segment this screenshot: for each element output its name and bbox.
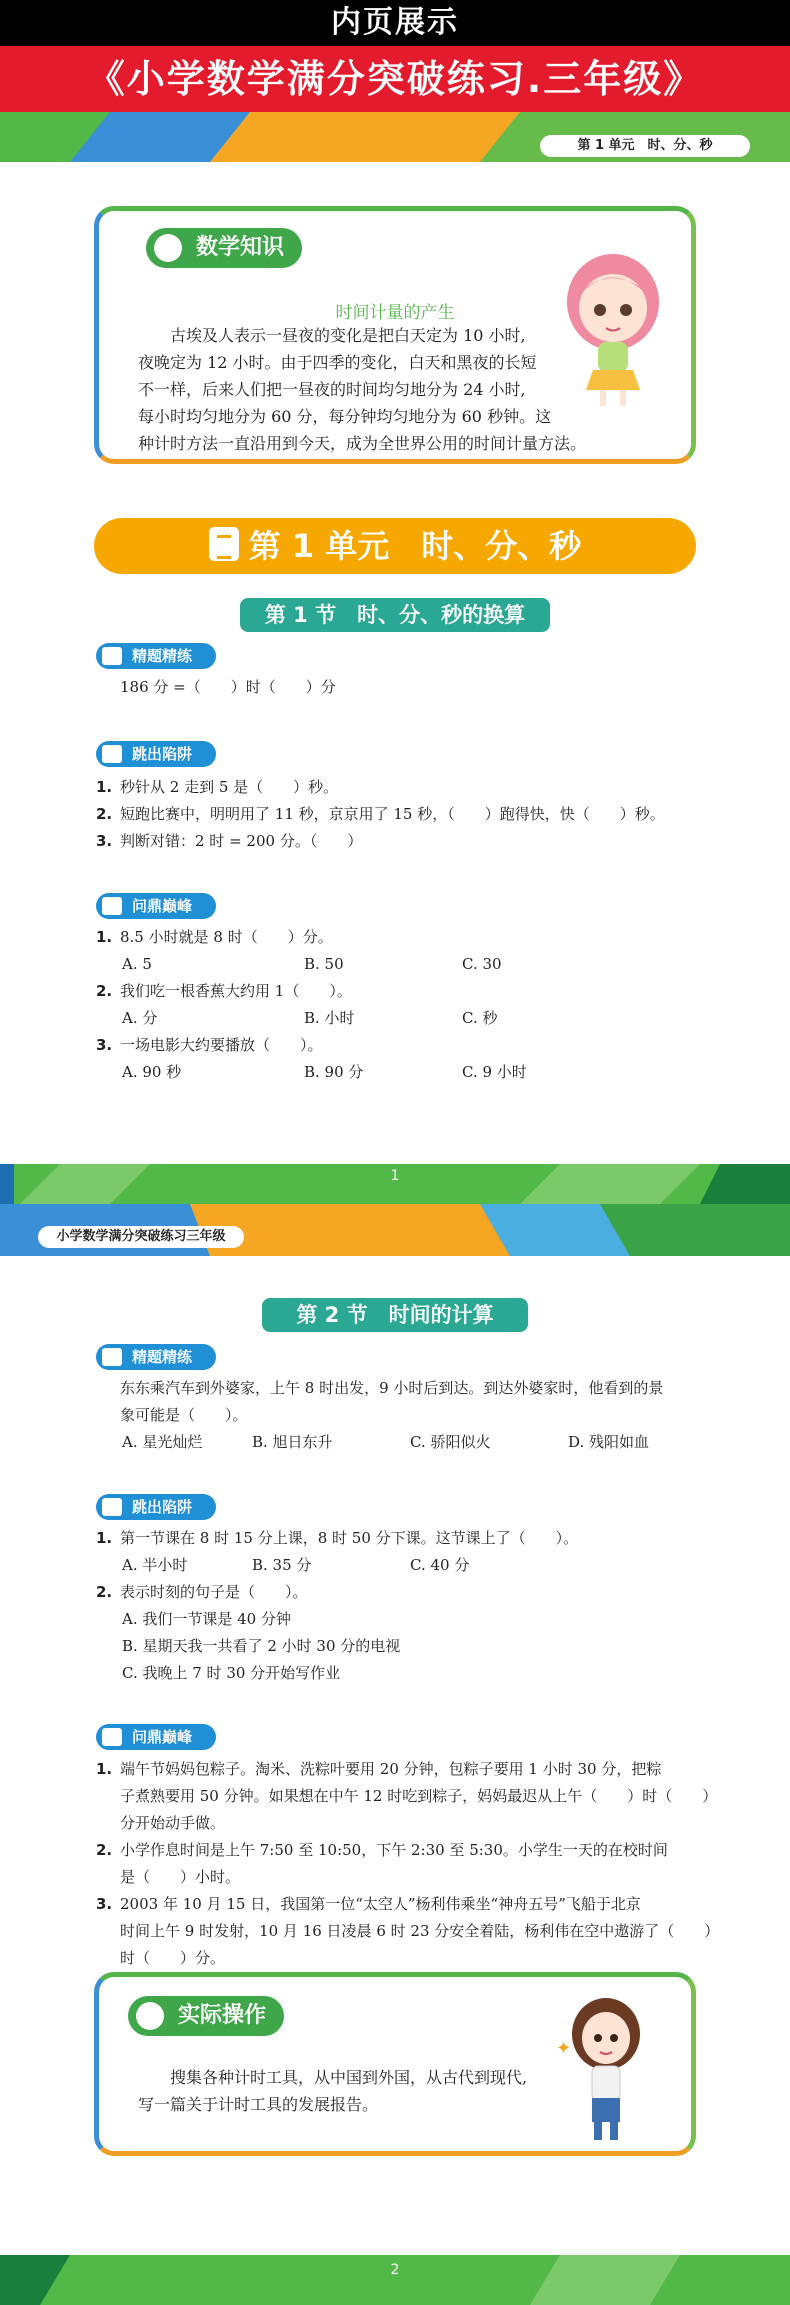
section-title: 第 2 节 时间的计算 (262, 1298, 528, 1332)
graduation-cap-icon (154, 234, 182, 262)
page-number: 1 (390, 1168, 400, 1184)
question-line: 端午节妈妈包粽子。淘米、洗粽叶要用 20 分钟，包粽子要用 1 小时 30 分，把粽 (120, 1760, 662, 1778)
sub-header-label: 问鼎巅峰 (132, 897, 193, 915)
knowledge-badge (146, 228, 302, 268)
pencil-icon (136, 2002, 164, 2030)
knowledge-line: 每小时均匀地分为 60 分，每分钟均匀地分为 60 秒钟。这 (138, 407, 552, 426)
page-header-pill: 小学数学满分突破练习三年级 (38, 1226, 244, 1248)
question-text: 一场电影大约要播放（ ）。 (120, 1036, 323, 1054)
question-line: 是（ ）小时。 (120, 1868, 241, 1886)
question-line: 时间上午 9 时发射，10 月 16 日凌晨 6 时 23 分安全着陆，杨利伟在空中遨游了（ ） (120, 1922, 720, 1940)
question-text: 短跑比赛中，明明用了 11 秒，京京用了 15 秒，（ ）跑得快，快（ ）秒。 (120, 805, 665, 823)
question-number: 2. (96, 982, 113, 1000)
practice-badge-label: 实际操作 (178, 2003, 267, 2028)
knowledge-title: 时间计量的产生 (335, 303, 455, 323)
question-line: 时（ ）分。 (120, 1949, 226, 1967)
option: C. 30 (462, 955, 502, 973)
mountain-icon (102, 1728, 122, 1746)
option: B. 50 (304, 955, 344, 973)
option: C. 9 小时 (462, 1063, 527, 1081)
page-number: 2 (390, 2262, 400, 2278)
question-text: 我们吃一根香蕉大约用 1（ ）。 (120, 982, 352, 1000)
option: C. 秒 (462, 1009, 498, 1027)
sub-header-wending (96, 1724, 216, 1750)
unit-banner (94, 518, 696, 574)
question-number: 3. (96, 832, 113, 850)
option: C. 40 分 (410, 1556, 470, 1574)
option: A. 90 秒 (122, 1063, 182, 1081)
notebook-icon (209, 527, 239, 561)
sub-header-label: 精题精练 (132, 1348, 193, 1366)
girl-illustration (548, 1994, 658, 2144)
jump-icon (102, 1498, 122, 1516)
question-number: 2. (96, 1841, 113, 1859)
option: C. 我晚上 7 时 30 分开始写作业 (122, 1664, 341, 1682)
knowledge-line: 夜晚定为 12 小时。由于四季的变化，白天和黑夜的长短 (138, 353, 537, 372)
option: D. 残阳如血 (568, 1433, 650, 1451)
practice-badge (128, 1996, 284, 2036)
notebook-icon (102, 1348, 122, 1366)
practice-line: 写一篇关于计时工具的发展报告。 (138, 2095, 379, 2114)
sub-header-label: 跳出陷阱 (132, 745, 193, 763)
knowledge-line: 古埃及人表示一昼夜的变化是把白天定为 10 小时, (138, 326, 526, 345)
option: A. 星光灿烂 (122, 1433, 203, 1451)
top-title: 内页展示 (0, 0, 790, 46)
knowledge-body (138, 322, 598, 457)
option: B. 小时 (304, 1009, 355, 1027)
question-number: 1. (96, 1760, 113, 1778)
question-text: 秒针从 2 走到 5 是（ ）秒。 (120, 778, 339, 796)
question-number: 3. (96, 1895, 113, 1913)
question-line: 2003 年 10 月 15 日，我国第一位“太空人”杨利伟乘坐“神舟五号”飞船于北京 (120, 1895, 641, 1913)
knowledge-line: 种计时方法一直沿用到今天，成为全世界公用的时间计量方法。 (138, 434, 587, 453)
option: C. 骄阳似火 (410, 1433, 491, 1451)
option: B. 35 分 (252, 1556, 312, 1574)
question-number: 1. (96, 1529, 113, 1547)
question-line: 东东乘汽车到外婆家，上午 8 时出发，9 小时后到达。到达外婆家时，他看到的景 (120, 1379, 664, 1397)
mountain-icon (102, 897, 122, 915)
sub-header-wending (96, 893, 216, 919)
question-text: 判断对错：2 时 = 200 分。（ ） (120, 832, 363, 850)
sub-header-label: 问鼎巅峰 (132, 1728, 193, 1746)
option: A. 5 (122, 955, 152, 973)
option: A. 分 (122, 1009, 158, 1027)
question-number: 2. (96, 805, 113, 823)
knowledge-line: 不一样，后来人们把一昼夜的时间均匀地分为 24 小时, (138, 380, 526, 399)
question-line: 子煮熟要用 50 分钟。如果想在中午 12 时吃到粽子，妈妈最迟从上午（ ）时（ ） (120, 1787, 718, 1805)
option: B. 旭日东升 (252, 1433, 333, 1451)
section-title: 第 1 节 时、分、秒的换算 (240, 598, 550, 632)
notebook-icon (102, 647, 122, 665)
jump-icon (102, 745, 122, 763)
unit-banner-label: 第 1 单元 时、分、秒 (248, 527, 582, 565)
question-text: 表示时刻的句子是（ ）。 (120, 1583, 308, 1601)
sub-header-tiaochu (96, 741, 216, 767)
question-number: 1. (96, 928, 113, 946)
svg-text:✦: ✦ (556, 2038, 572, 2059)
question-text: 第一节课在 8 时 15 分上课，8 时 50 分下课。这节课上了（ ）。 (120, 1529, 579, 1547)
question-number: 3. (96, 1036, 113, 1054)
sub-header-tiaochu (96, 1494, 216, 1520)
unit-pill: 第 1 单元 时、分、秒 (540, 135, 750, 157)
question-line: 小学作息时间是上午 7:50 至 10:50，下午 2:30 至 5:30。小学生一天的在校时间 (120, 1841, 668, 1859)
girl-illustration (558, 250, 668, 410)
question-number: 2. (96, 1583, 113, 1601)
book-title: 《小学数学满分突破练习.三年级》 (0, 46, 790, 112)
option: A. 半小时 (122, 1556, 188, 1574)
question-number: 1. (96, 778, 113, 796)
option: B. 90 分 (304, 1063, 364, 1081)
question-line: 186 分 =（ ）时（ ）分 (120, 678, 336, 696)
question-line: 分开始动手做。 (120, 1814, 226, 1832)
sub-header-jingti (96, 1344, 216, 1370)
option: A. 我们一节课是 40 分钟 (122, 1610, 291, 1628)
sub-header-label: 跳出陷阱 (132, 1498, 193, 1516)
knowledge-badge-label: 数学知识 (196, 235, 285, 260)
question-line: 象可能是（ ）。 (120, 1406, 248, 1424)
practice-line: 搜集各种计时工具，从中国到外国，从古代到现代, (138, 2068, 528, 2087)
question-text: 8.5 小时就是 8 时（ ）分。 (120, 928, 333, 946)
sub-header-label: 精题精练 (132, 647, 193, 665)
sub-header-jingti (96, 643, 216, 669)
option: B. 星期天我一共看了 2 小时 30 分的电视 (122, 1637, 401, 1655)
